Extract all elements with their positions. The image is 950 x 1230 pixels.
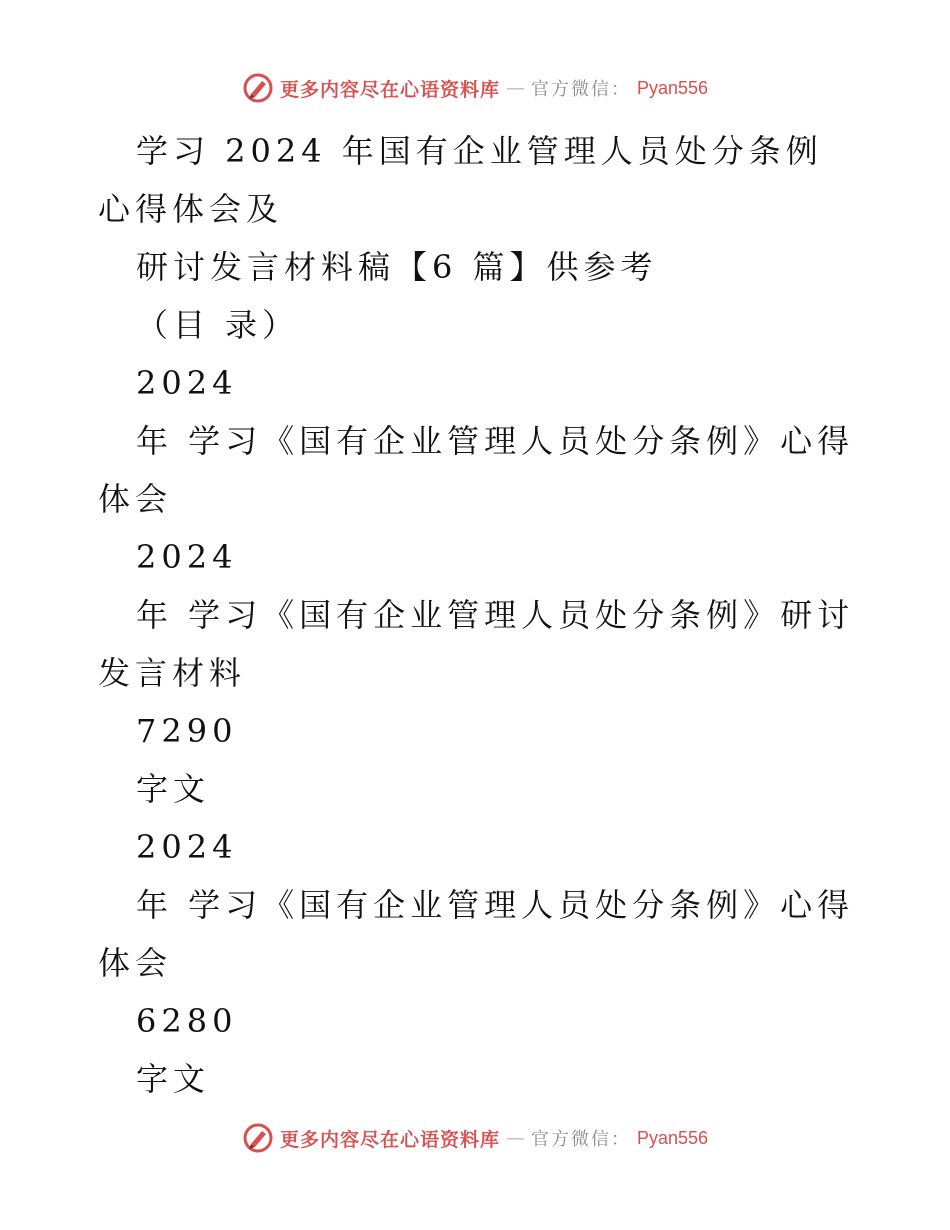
watermark-label: 官方微信：: [530, 79, 631, 100]
toc-entry-2-unit: 字文: [136, 770, 211, 808]
header-watermark: [0, 72, 950, 104]
watermark-separator: —: [505, 1127, 525, 1149]
doc-title-line-1: 学习 2024 年国有企业管理人员处分条例心得体会及: [98, 132, 823, 228]
watermark-text: 更多内容尽在心语资料库: [279, 1128, 500, 1151]
toc-entry-3-wordcount: 6280: [136, 1002, 238, 1040]
toc-entry-3-title: 年 学习《国有企业管理人员处分条例》心得体会: [98, 886, 855, 982]
document-body: [98, 122, 858, 1108]
toc-entry-2-wordcount: 7290: [136, 712, 238, 750]
toc-entry-2-year: 2024: [136, 538, 238, 576]
toc-entry-3-year: 2024: [136, 828, 238, 866]
toc-entry-1-year: 2024: [136, 364, 238, 402]
watermark-text: 更多内容尽在心语资料库: [279, 78, 500, 101]
pen-logo-icon: [242, 1122, 274, 1154]
toc-entry-2-title: 年 学习《国有企业管理人员处分条例》研讨发言材料: [98, 596, 855, 692]
toc-entry-1-title: 年 学习《国有企业管理人员处分条例》心得体会: [98, 422, 855, 518]
watermark-id: Pyan556: [636, 1127, 709, 1148]
footer-watermark: [0, 1122, 950, 1154]
pen-logo-icon: [242, 72, 274, 104]
doc-title-line-2: 研讨发言材料稿【6 篇】供参考: [136, 248, 658, 286]
toc-heading: （目 录）: [136, 306, 300, 344]
watermark-id: Pyan556: [636, 77, 709, 98]
watermark-separator: —: [505, 77, 525, 99]
watermark-label: 官方微信：: [530, 1129, 631, 1150]
toc-entry-3-unit: 字文: [136, 1060, 211, 1098]
